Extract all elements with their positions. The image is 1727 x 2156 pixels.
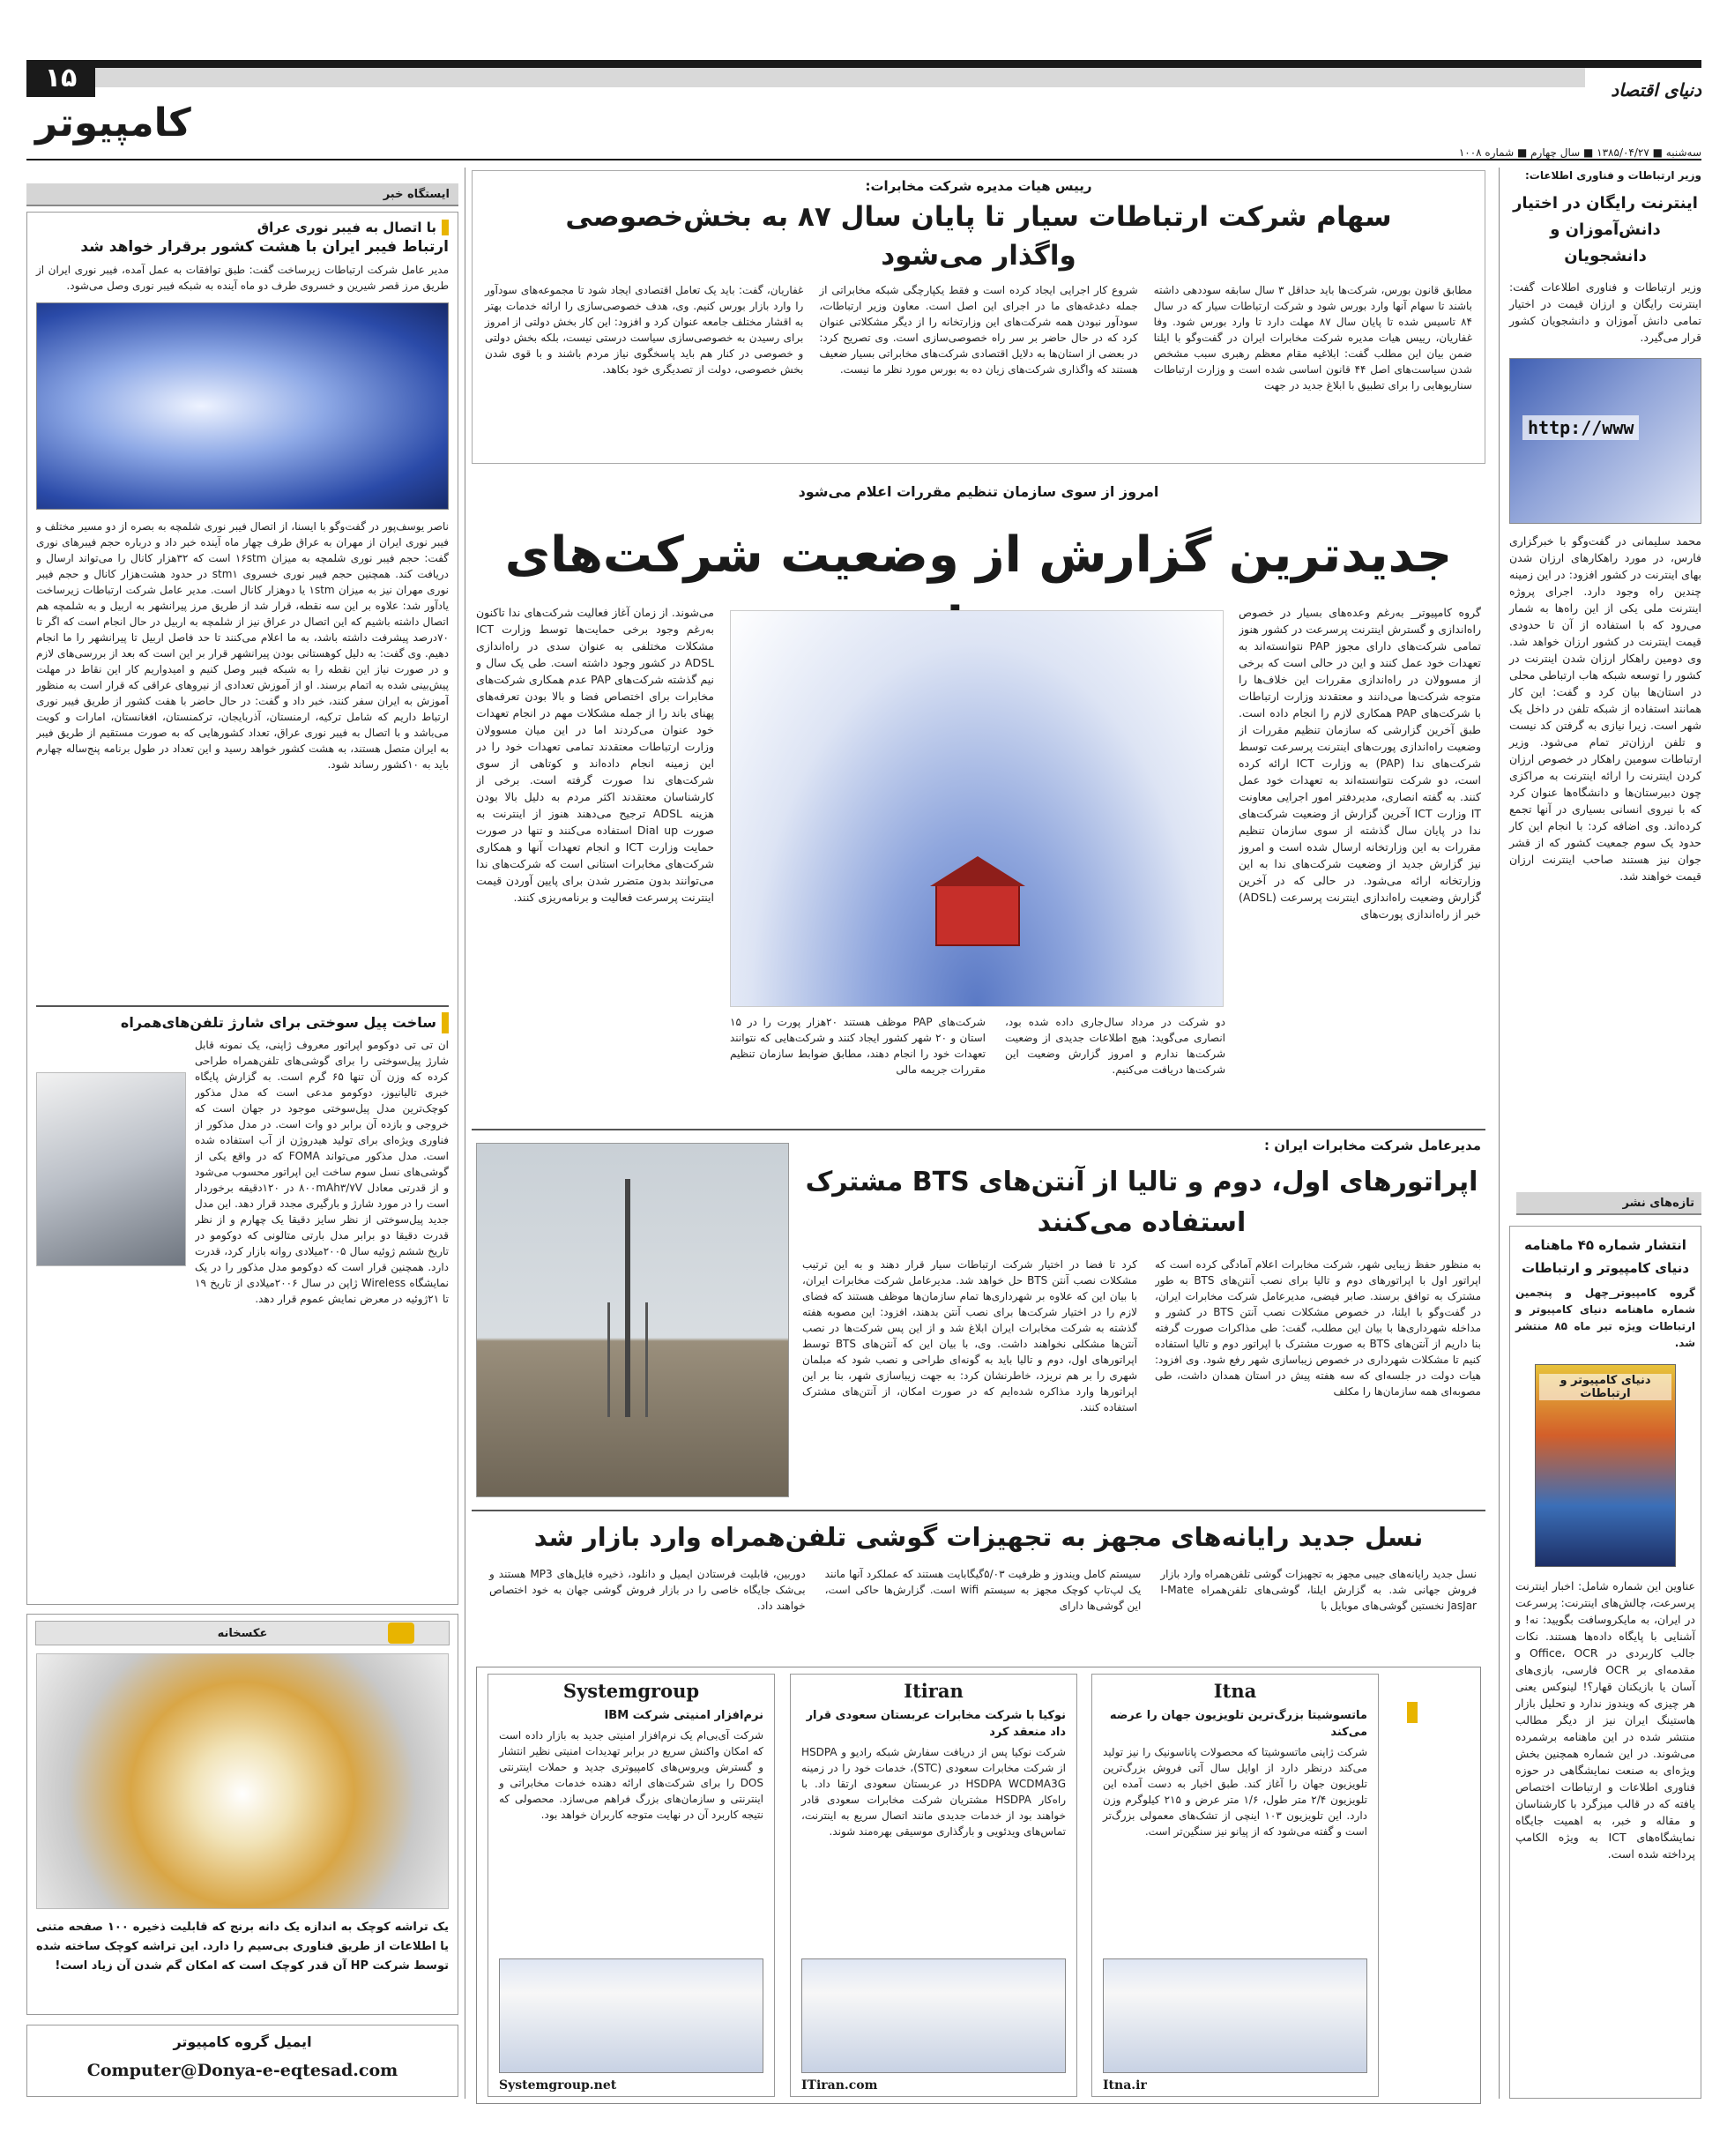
main-story-bottom-c2: شرکت‌های PAP موظف هستند ۲۰هزار پورت را در ۱۵ استان و ۲۰ شهر کشور ایجاد کنند و شرکت‌هایی که نتوانند تعهدات خود را انجام دهند، مطابق ضوابط سازمان تنظیم مقررات جریمه مالی (730, 1016, 986, 1076)
site-name: Itna (1213, 1680, 1257, 1702)
issue-info: سه‌شنبه ■ ۱۳۸۵/۰۴/۲۷ ■ سال چهارم ■ شماره ۱۰۰۸ (1458, 146, 1701, 159)
magazine-cover-title: دنیای کامپیوتر و ارتباطات (1539, 1374, 1671, 1400)
main-story-bottom-c1: دو شرکت در مرداد سال‌جاری داده شده بود، انصاری می‌گوید: هیچ اطلاعات جدیدی از وضعیت شرکت‌ها ندارم و امروز گزارش وضعیت این شرکت‌ها دریافت می‌کنیم. (1005, 1016, 1225, 1076)
site-card-systemgroup (488, 1674, 775, 2097)
fuel-cell-phone-image (36, 1072, 186, 1266)
house-roof-icon (930, 856, 1025, 886)
bts-right-col: به منظور حفظ زیبایی شهر، شرکت مخابرات اعلام آمادگی کرده است که اپراتور اول با اپراتورهای دوم و تالیا برای نصب آنتن‌های BTS به طور مشترک به توافق برسند. صابر فیضی، مدیرعامل شرکت مخابرات ایران، در گفت‌وگو با ایلنا، در خصوص مشکلات نصب آنتن BTS در کشور و مداخله شهرداری‌ها با بیان این مطلب، گفت: طی مذاکرات صورت گرفته بنا داریم از آنتن‌های BTS به صورت مشترک با اپراتور دوم و تالیا استفاده کنیم تا مشکلات شهرداری در خصوص زیباسازی شهر رفع شود. وی افزود: هیات دولت در جلسه‌ای که سه هفته پیش در استان همدان داشت، طی مصوبه‌ای همه سازمان‌ها را مکلف (1155, 1258, 1481, 1398)
main-story-title: جدیدترین گزارش از وضعیت شرکت‌های (504, 526, 1453, 584)
mobile-title: نسل جدید رایانه‌های مجهز به تجهیزات گوشی تلفن‌همراه وارد بازار شد (533, 1522, 1424, 1552)
site-headline: نرم‌افزار امنیتی شرکت IBM (604, 1709, 763, 1722)
right-text1: وزیر ارتباطات و فناوری اطلاعات گفت: اینترنت رایگان و ارزان قیمت در اختیار تمامی دانش آموزان و دانشجویان کشور قرار می‌گیرد. (1509, 280, 1701, 344)
main-story-left-col: می‌شوند. از زمان آغاز فعالیت شرکت‌های ندا تاکنون به‌رغم وجود برخی حمایت‌ها توسط وزارت ICT مشکلات مختلفی به عنوان سدی در راه‌اندازی ADSL در کشور وجود داشته است. طی یک سال و نیم گذشته شرکت‌های PAP عدم همکاری شرکت‌های مخابرات برای اختصاص فضا و بالا بودن تعرفه‌های پهنای باند را از جمله مشکلات مهم در انجام تعهدات خود عنوان می‌کردند اما در این میان مسوولان وزارت ارتباطات معتقدند تمامی تعهدات خود را در این زمینه انجام داده‌اند و کوتاهی از سوی شرکت‌های ندا صورت گرفته است. برخی از کارشناسان معتقدند اکثر مردم به دلیل بالا بودن هزینه ADSL ترجیح می‌دهند هنوز از اینترنت به صورت Dial up استفاده می‌کنند و تنها در صورت حمایت وزارت ICT و انجام تعهدات آنها و همکاری شرکت‌های مخابرات استانی است که شرکت‌های ندا می‌توانند بدون متضرر شدن برای پایین آوردن قیمت اینترنت پرسرعت فعالیت و برنامه‌ریزی کنند. (476, 606, 714, 904)
bts-left-col: کرد تا فضا در اختیار شرکت ارتباطات سیار قرار دهند و به این ترتیب مشکلات نصب آنتن BTS حل خواهد شد. مدیرعامل شرکت مخابرات ایران، با بیان این که علاوه بر شهرداری‌ها تمام سازمان‌ها موظف هستند که فضای لازم را در اختیار شرکت‌ها برای نصب آنتن بدهند، افزود: این مصوبه هفته گذشته به شرکت مخابرات ایران ابلاغ شد و از این پس شرکت‌ها در نصب آنتن‌ها مشکلی نخواهند داشت. وی، با بیان این که آنتن‌های BTS توسط اپراتورهای اول، دوم و تالیا باید به گونه‌ای طراحی و نصب شود که مبلمان شهری را بر هم نریزد، خاطرنشان کرد: به جهت زیباسازی شهر، بنا بر این اپراتورها وارد مذاکره شده‌ایم که در صورت امکان، از آنتن‌های مشترک استفاده کنند. (802, 1258, 1137, 1414)
story1-kicker: با اتصال به فیبر نوری عراق (36, 220, 449, 235)
site-url[interactable]: ITiran.com (801, 2078, 878, 2093)
bts-title: اپراتورهای اول، دوم و تالیا از آنتن‌های BTS مشترک استفاده می‌کنند (805, 1167, 1478, 1238)
tower-base-icon (607, 1302, 648, 1417)
story1-title: ارتباط فیبر ایران با هشت کشور برقرار خواهد شد (80, 238, 449, 256)
magazine-cover (1535, 1364, 1676, 1567)
site-url[interactable]: Itna.ir (1103, 2078, 1147, 2093)
mobile-c3: دوربین، قابلیت فرستادن ایمیل و دانلود، ذخیره فایل‌های MP3 هستند و بی‌شک جایگاه خاصی را در بازار فروش گوشی جهان به خود اختصاص خواهند داد. (488, 1568, 806, 1612)
photo-label: عکسخانه (35, 1621, 450, 1645)
main-story-kicker: امروز از سوی سازمان تنظیم مقررات اعلام می‌شود (798, 483, 1159, 500)
site-text: شرکت ژاپنی ماتسوشیتا که محصولات پاناسونیک را نیز تولید می‌کند درنظر دارد از اوایل سال آتی فروش بزرگ‌ترین تلویزیون جهان را آغاز کند. طبق اخبار به دست آمده این تلویزیون ۲/۴ متر طول، ۱/۶ متر عرض و ۲۱۵ کیلوگرم وزن دارد. این تلویزیون ۱۰۳ اینچی از تشک‌های معمولی بزرگ‌تر است و گفته می‌شود که از پیانو نیز سنگین‌تر است. (1103, 1746, 1367, 1838)
new-pub-title: انتشار شماره ۴۵ ماهنامه دنیای کامپیوتر و ارتباطات (1521, 1237, 1690, 1276)
site-headline: نوکیا با شرکت مخابرات عربستان سعودی قرار داد منعقد کرد (806, 1709, 1066, 1739)
new-pub-text: گروه کامپیوتر_چهل و پنجمین شماره ماهنامه دنیای کامپیوتر و ارتباطات ویژه تیر ماه ۸۵ منتشر شد. (1515, 1287, 1695, 1349)
site-screenshot (801, 1958, 1066, 2073)
top-story-kicker: رییس هیات مدیره شرکت مخابرات: (865, 178, 1092, 194)
mobile-c2: سیستم کامل ویندوز و ظرفیت ۵/۰۳گیگابایت هستند که عملکرد آنها مانند یک لپ‌تاپ کوچک مجهز به سیستم wifi است. گزارش‌ها حاکی است، این گوشی‌ها دارای (824, 1568, 1142, 1612)
site-name: Systemgroup (562, 1680, 700, 1702)
new-pub-text2: عناوین این شماره شامل: اخبار اینترنت پرسرعت، چالش‌های اینترنت: پرسرعت در ایران، به مایکروسافت بگویید: نه! و آشنایی با پایگاه داده‌ها هستند. نکات جالب کاربردی در Office، OCR و مقدمه‌ای بر OCR فارسی، بازی‌های آسان یا بازیکنان قهار؟! لینوکس یعنی هر چیزی که ویندوز ندارد و تحلیل بازار هاستینگ ایران نیز از دیگر مطالب منتشر شده در این ماهنامه برشمرده می‌شوند. در این شماره همچنین بخش ویژه‌ای به صنعت نمایشگاهی در حوزه فناوری اطلاعات و ارتباطات اختصاص یافته که در قالب میزگرد با کارشناسان و مقاله و خبر، به اهمیت جایگاه نمایشگاه‌های ICT به ویژه الکامپ پرداخته شده است. (1515, 1579, 1696, 1861)
new-pub-box (1509, 1226, 1701, 2099)
right-kicker: وزیر ارتباطات و فناوری اطلاعات: (1524, 169, 1701, 182)
site-headline: ماتسوشیتا بزرگ‌ترین تلویزیون جهان را عرضه می‌کند (1109, 1709, 1367, 1739)
site-card-itna (1091, 1674, 1379, 2097)
top-story-col3: غفاریان، گفت: باید یک تعامل اقتصادی ایجاد شود تا مجموعه‌های سودآور را وارد بازار بورس کنیم. وی، هدف خصوصی‌سازی را ارائه خدمات بهتر به اقشار مختلف جامعه عنوان کرد و افزود: این کار بخش دولتی از امروز برای رسیدن به خصوصی‌سازی سیاست درستی نیست، بلکه بخش دولتی و خصوصی در کنار هم باید پاسخگوی نیاز مردم باشند و با قوی شدن بخش خصوصی، دولت از تصدیگری خود بکاهد. (485, 284, 804, 376)
masthead-logo: دنیای اقتصاد (1611, 79, 1701, 101)
story2-title: ساخت پیل سوختی برای شارژ تلفن‌های‌همراه (36, 1012, 449, 1033)
site-name: Itiran (904, 1680, 964, 1702)
internet-image-caption: http://www (1522, 415, 1639, 440)
top-story-col1: مطابق قانون بورس، شرکت‌ها باید حداقل ۳ سال سابقه سوددهی داشته باشند تا سهام آنها وارد بورس شود و شرکت ارتباطات سیار که در سال ۸۴ تاسیس شده تا پایان سال ۸۷ مهلت دارد تا وارد بورس شود. وفا غفاریان، رییس هیات مدیره شرکت مخابرات ایران در گفت‌وگو با ایلنا ضمن بیان این مطلب گفت: ابلاغیه مقام معظم رهبری سبب مشخص شدن سیاست‌های اصل ۴۴ قانون اساسی شده است و وزارت ارتباطات سناریوهایی را برای تطبیق با ابلاغ جدید در جهت (1153, 284, 1472, 392)
top-bar (26, 60, 1701, 68)
column-separator-right (1499, 168, 1500, 2099)
section-title: کامپیوتر (35, 101, 191, 145)
right-title: اینترنت رایگان در اختیار دانش‌آموزان و دانشجویان (1513, 194, 1698, 265)
email-box (26, 2025, 458, 2097)
separator-bts-mobile (472, 1510, 1485, 1511)
separator-main-bts (472, 1129, 1485, 1130)
right-text2: محمد سلیمانی در گفت‌وگو با خبرگزاری فارس، در مورد راهکارهای ارزان شدن بهای اینترنت در کشور افزود: در این زمینه چندین راه وجود دارد. اجرای پروژه اینترنت ملی یکی از این راه‌ها به شمار می‌رود که با استفاده از آن تا حدودی قیمت اینترنت در کشور ارزان خواهد شد. وی دومین راهکار ارزان شدن اینترنت در کشور را توسعه شبکه هاب ارتباطی محلی در استان‌ها بیان کرد و گفت: این کار همانند استفاده از شبکه تلفن در داخل یک شهر است. زیرا نیازی به گرفتن کد نیست و تلفن ارزان‌تر تمام می‌شود. وزیر ارتباطات سومین راهکار در خصوص ارزان کردن اینترنت را ارائه اینترنت به مراکزی چون دبیرستان‌ها و دانشگاه‌ها عنوان کرد که با نیروی انسانی بسیاری در آنها تجمع کرده‌اند. وی اضافه کرد: با انجام این کار حدود یک سوم جمعیت کشور که از قشر جوان نیز هستند صاحب اینترنت ارزان قیمت خواهند شد. (1509, 534, 1701, 883)
top-story-box (472, 170, 1485, 464)
antenna-tower-image (476, 1143, 789, 1497)
internet-image (1509, 358, 1701, 524)
email-address[interactable]: Computer@Donya-e-eqtesad.com (86, 2061, 398, 2080)
story1-lead: مدیر عامل شرکت ارتباطات زیرساخت گفت: طبق توافقات به عمل آمده، فیبر نوری ایران از طریق مرز قصر شیرین و خسروی طرف دو ماه آینده به شبکه فیبر نوری وصل می‌شود. (36, 264, 449, 292)
bts-kicker: مدیرعامل شرکت مخابرات ایران : (1264, 1138, 1481, 1153)
gray-band (95, 68, 1585, 87)
pencils-chip-image (36, 1653, 449, 1909)
news-station-box (26, 212, 458, 1605)
site-screenshot (499, 1958, 763, 2073)
site-url[interactable]: Systemgroup.net (499, 2078, 617, 2093)
header-rule (26, 159, 1701, 160)
site-text: شرکت نوکیا پس از دریافت سفارش شبکه رادیو و HSDPA از شرکت مخابرات سعودی (STC)، خدمات خود را در زمینه HSDPA WCDMA3G در عربستان سعودی ارتقا داد. با راه‌کار HSDPA مشتریان شرکت مخابرات سعودی قادر خواهند بود از خدمات جدیدی مانند اتصال سریع به اینترنت، تماس‌های ویدئویی و بارگذاری موسیقی بهره‌مند شوند. (801, 1746, 1066, 1838)
photo-caption: یک تراشه کوچک به اندازه یک دانه برنج که قابلیت ذخیره ۱۰۰ صفحه متنی یا اطلاعات از طریق فناوری بی‌سیم را دارد. این تراشه کوچک ساخته شده توسط شرکت HP آن قدر کوچک است که امکان گم شدن آن زیاد است! (36, 1921, 449, 1973)
site-screenshot (1103, 1958, 1367, 2073)
sites-side-icon (1407, 1702, 1418, 1723)
house-icon (935, 884, 1020, 946)
site-card-itiran (790, 1674, 1077, 2097)
page-number: ۱۵ (26, 60, 95, 97)
new-pub-label: تازه‌های نشر (1516, 1192, 1701, 1215)
email-label: ایمیل گروه کامپیوتر (173, 2033, 312, 2050)
photo-box (26, 1614, 458, 2015)
main-story-right-col: گروه کامپیوتر_ به‌رغم وعده‌های بسیار در خصوص راه‌اندازی و گسترش اینترنت پرسرعت در کشور هنوز تمامی شرکت‌های دارای مجوز PAP نتوانسته‌اند به تعهدات خود عمل کنند و این در حالی است که برخی از مسوولان در راه‌اندازی مقررات این خلاف‌ها را متوجه شرکت‌ها می‌دانند و معتقدند وزارت ارتباطات با شرکت‌های PAP همکاری لازم را انجام داده است. طبق آخرین گزارشی که سازمان تنظیم مقررات از وضعیت راه‌اندازی پورت‌های اینترنت پرسرعت توسط شرکت‌های ندا (PAP) به وزارت ICT ارائه کرده است، دو شرکت نتوانسته‌اند به تعهدات خود عمل کنند. به گفته انصاری، مدیردفتر امور اجرایی معاونت IT وزارت ICT آخرین گزارش از وضعیت شرکت‌های ندا در پایان سال گذشته از سوی سازمان تنظیم مقررات به این وزارتخانه ارسال شده است و امروز نیز گزارش جدید از وضعیت شرکت‌های ندا به این وزارتخانه ارائه می‌شود. در حالی که در آخرین گزارش وضعیت راه‌اندازی اینترنت پرسرعت (ADSL) خبر از راه‌اندازی پورت‌های (1239, 606, 1481, 921)
story2-text: ان تی تی دوکومو اپراتور معروف ژاپنی، یک نمونه قابل شارژ پیل‌سوختی را برای گوشی‌های تلفن‌همراه طراحی کرده که وزن آن تنها ۶۵ گرم است. به گزارش پایگاه خبری تالیانیوز، دوکومو مدعی است که مدل مذکور کوچک‌ترین مدل پیل‌سوختی موجود در جهان است که خروجی و بازده آن برابر دو وات است. در مدل مذکور از فناوری ویژه‌ای برای تولید هیدروژن از آب استفاده شده است. مدل مذکور می‌تواند FOMA که در واقع یکی از گوشی‌های نسل سوم ساخت این اپراتور محسوب می‌شود و از قدرتی معادل ۸۰۰mAh۳/۷V در ۱۲۰دقیقه برخوردار است را در مورد شارژ و بارگیری مجدد قرار دهد. این مدل جدید پیل‌سوختی از نظر سایز دقیقا یک چهارم و از نظر قدرت دقیقا دو برابر مدل بارتی متالونی که دوکومو در تاریخ ششم ژوئیه سال ۲۰۰۵میلادی روانه بازار کرد، قدرت دارد. همچنین قرار است که دوکومو مدل مذکور را در یک نمایشگاه Wireless ژاپن در سال ۲۰۰۶میلادی از تاریخ ۱۹ تا ۲۱ژوئیه در معرض نمایش عموم قرار دهد. (195, 1039, 449, 1305)
site-text: شرکت آی‌بی‌ام یک نرم‌افزار امنیتی جدید به بازار داده است که امکان واکنش سریع در برابر تهدیدات امنیتی نظیر انتشار و گسترش ویروس‌های کامپیوتری جدید و حملات اینترنتی DOS را برای شرکت‌های ارائه دهنده خدمات مخابراتی و اینترنتی و سازمان‌های بزرگ فراهم می‌سازد. محصولی که نتیجه کاربرد آن در نهایت متوجه کاربران خواهد بود. (499, 1729, 763, 1821)
cables-house-image (730, 610, 1224, 1007)
top-story-col2: شروع کار اجرایی ایجاد کرده است و فقط یکپارچگی شبکه مخابراتی از جمله دغدغه‌های ما در اجرای این اصل است. معاون وزیر ارتباطات، سودآور نبودن همه شرکت‌های این وزارتخانه را از دیگر مشکلاتی عنوان کرد که در حال حاضر بر سر راه خصوصی‌سازی است. وی تصریح کرد: در بعضی از استان‌ها به دلایل اقتصادی شرکت‌های مخابراتی بسیار ضعیف هستند که واگذاری شرکت‌های زیان ده به بورس مورد نظر ما نیست. (819, 284, 1138, 376)
story1-text: ناصر یوسف‌پور در گفت‌وگو با ایسنا، از اتصال فیبر نوری شلمچه به بصره از دو مسیر مختلف و فیبر نوری ایران از مهران به عراق طرف چهار ماه آینده خبر داد و درباره حجم فیبرهای نوری گفت: حجم فیبر نوری شلمچه به میزان ۱۶stm است که ۳۲هزار کانال را می‌تواند ارسال و دریافت کند. همچنین حجم فیبر نوری خسروی stm۱ در حدود هشت‌هزار کانال و حجم فیبر نوری مهران نیز به میزان ۱stm یا دوهزار کانال است. مدیر عامل شرکت ارتباطات زیرساخت یادآور شد: علاوه بر این سه نقطه، قرار شد از طریق مرز پیرانشهر به اربیل و به شلمچه هم اتصال داشته باشیم که این اتصال در عراق نیز از شلمچه به اربیل در حال انجام است که اگر تا ۷۰درصد پیشرفت داشته باشد، به ما اعلام می‌کنند تا حد فاصل اربیل تا پیرانشهر را ما انجام دهیم. وی گفت: به دلیل کوهستانی بودن پیرانشهر قرار بر این است که بعد از بررسی‌های لازم و در صورت نیاز این نقطه را به شبکه فیبر وصل کنیم و امیدواریم کار این نقاط در مهلت پیش‌بینی شده به اتمام برسند. او از آموزش تعدادی از نیروهای عراقی که قرار است به منظور آموزش به ایران سفر کنند، خبر داد و گفت: در حال حاضر با هفت کشور از طریق فیبر نوری ارتباط داریم که شامل ترکیه، ارمنستان، آذربایجان، ترکمنستان، افغانستان، امارات و کویت می‌باشد و با اتصال به فیبر نوری عراق، تعداد کشورهایی که به صورت مستقیم از طریق فیبر به ایران متصل هستند، به هشت کشور خواهد رسید و این تعداد در طول برنامه پنج‌ساله چهارم باید به ۱۰کشور رساند شود. (36, 520, 449, 771)
fiber-optic-image (36, 302, 449, 510)
top-story-title: سهام شرکت ارتباطات سیار تا پایان سال ۸۷ به بخش‌خصوصی واگذار می‌شود (565, 201, 1392, 272)
mobile-c1: نسل جدید رایانه‌های جیبی مجهز به تجهیزات گوشی تلفن‌همراه وارد بازار فروش جهانی شد. به گزارش ایلنا، گوشی‌های تلفن‌همراه I-Mate JasJar نخستین گوشی‌های موبایل با (1160, 1568, 1477, 1612)
news-station-label: ایستگاه خبر (26, 183, 458, 206)
